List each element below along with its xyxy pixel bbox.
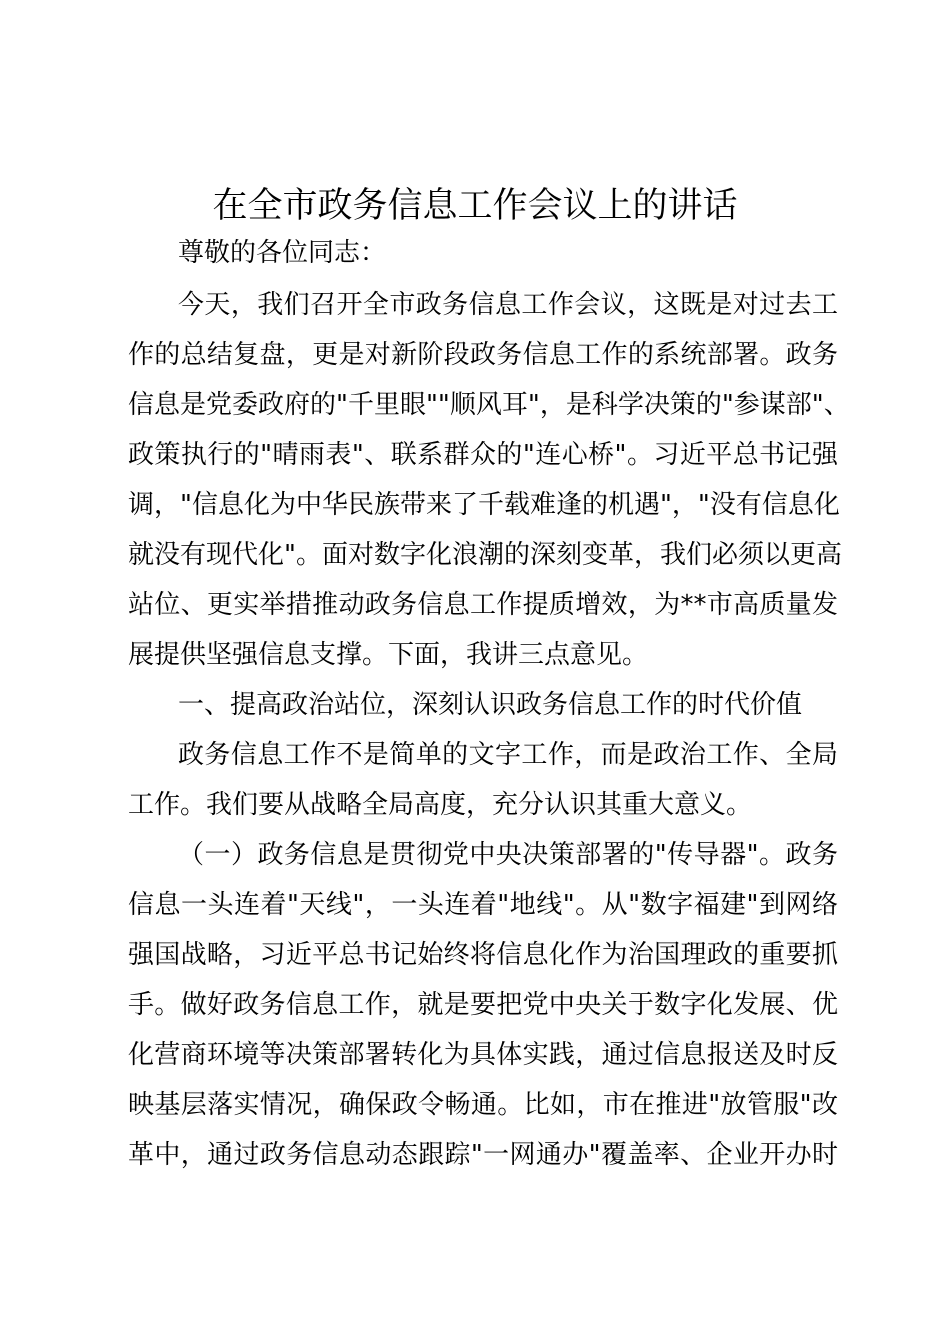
paragraph-line: 政务信息工作不是简单的文字工作，而是政治工作、全局 (178, 740, 838, 770)
paragraph-line: 工作。我们要从战略全局高度，充分认识其重大意义。 (128, 790, 753, 820)
paragraph-line: 信息是党委政府的"千里眼""顺风耳"，是科学决策的"参谋部"、 (128, 390, 850, 420)
salutation-line: 尊敬的各位同志： (178, 238, 387, 268)
section-heading: 一、提高政治站位，深刻认识政务信息工作的时代价值 (178, 690, 803, 720)
paragraph-line: 作的总结复盘，更是对新阶段政务信息工作的系统部署。政务 (128, 340, 838, 370)
paragraph-line: 强国战略，习近平总书记始终将信息化作为治国理政的重要抓 (128, 940, 838, 970)
paragraph-line: 革中，通过政务信息动态跟踪"一网通办"覆盖率、企业开办时 (128, 1140, 838, 1170)
paragraph-line: 化营商环境等决策部署转化为具体实践，通过信息报送及时反 (128, 1040, 838, 1070)
paragraph-line: （一）政务信息是贯彻党中央决策部署的"传导器"。政务 (178, 840, 838, 870)
paragraph-line: 就没有现代化"。面对数字化浪潮的深刻变革，我们必须以更高 (128, 540, 842, 570)
paragraph-line: 展提供坚强信息支撑。下面，我讲三点意见。 (128, 640, 649, 670)
paragraph-line: 政策执行的"晴雨表"、联系群众的"连心桥"。习近平总书记强 (128, 440, 838, 470)
paragraph-line: 映基层落实情况，确保政令畅通。比如，市在推进"放管服"改 (128, 1090, 838, 1120)
document-title: 在全市政务信息工作会议上的讲话 (212, 186, 738, 226)
paragraph-line: 站位、更实举措推动政务信息工作提质增效，为**市高质量发 (128, 590, 838, 620)
paragraph-line: 手。做好政务信息工作，就是要把党中央关于数字化发展、优 (128, 990, 838, 1020)
paragraph-line: 信息一头连着"天线"，一头连着"地线"。从"数字福建"到网络 (128, 890, 838, 920)
paragraph-line: 调，"信息化为中华民族带来了千载难逢的机遇"，"没有信息化 (128, 490, 840, 520)
paragraph-line: 今天，我们召开全市政务信息工作会议，这既是对过去工 (178, 290, 838, 320)
